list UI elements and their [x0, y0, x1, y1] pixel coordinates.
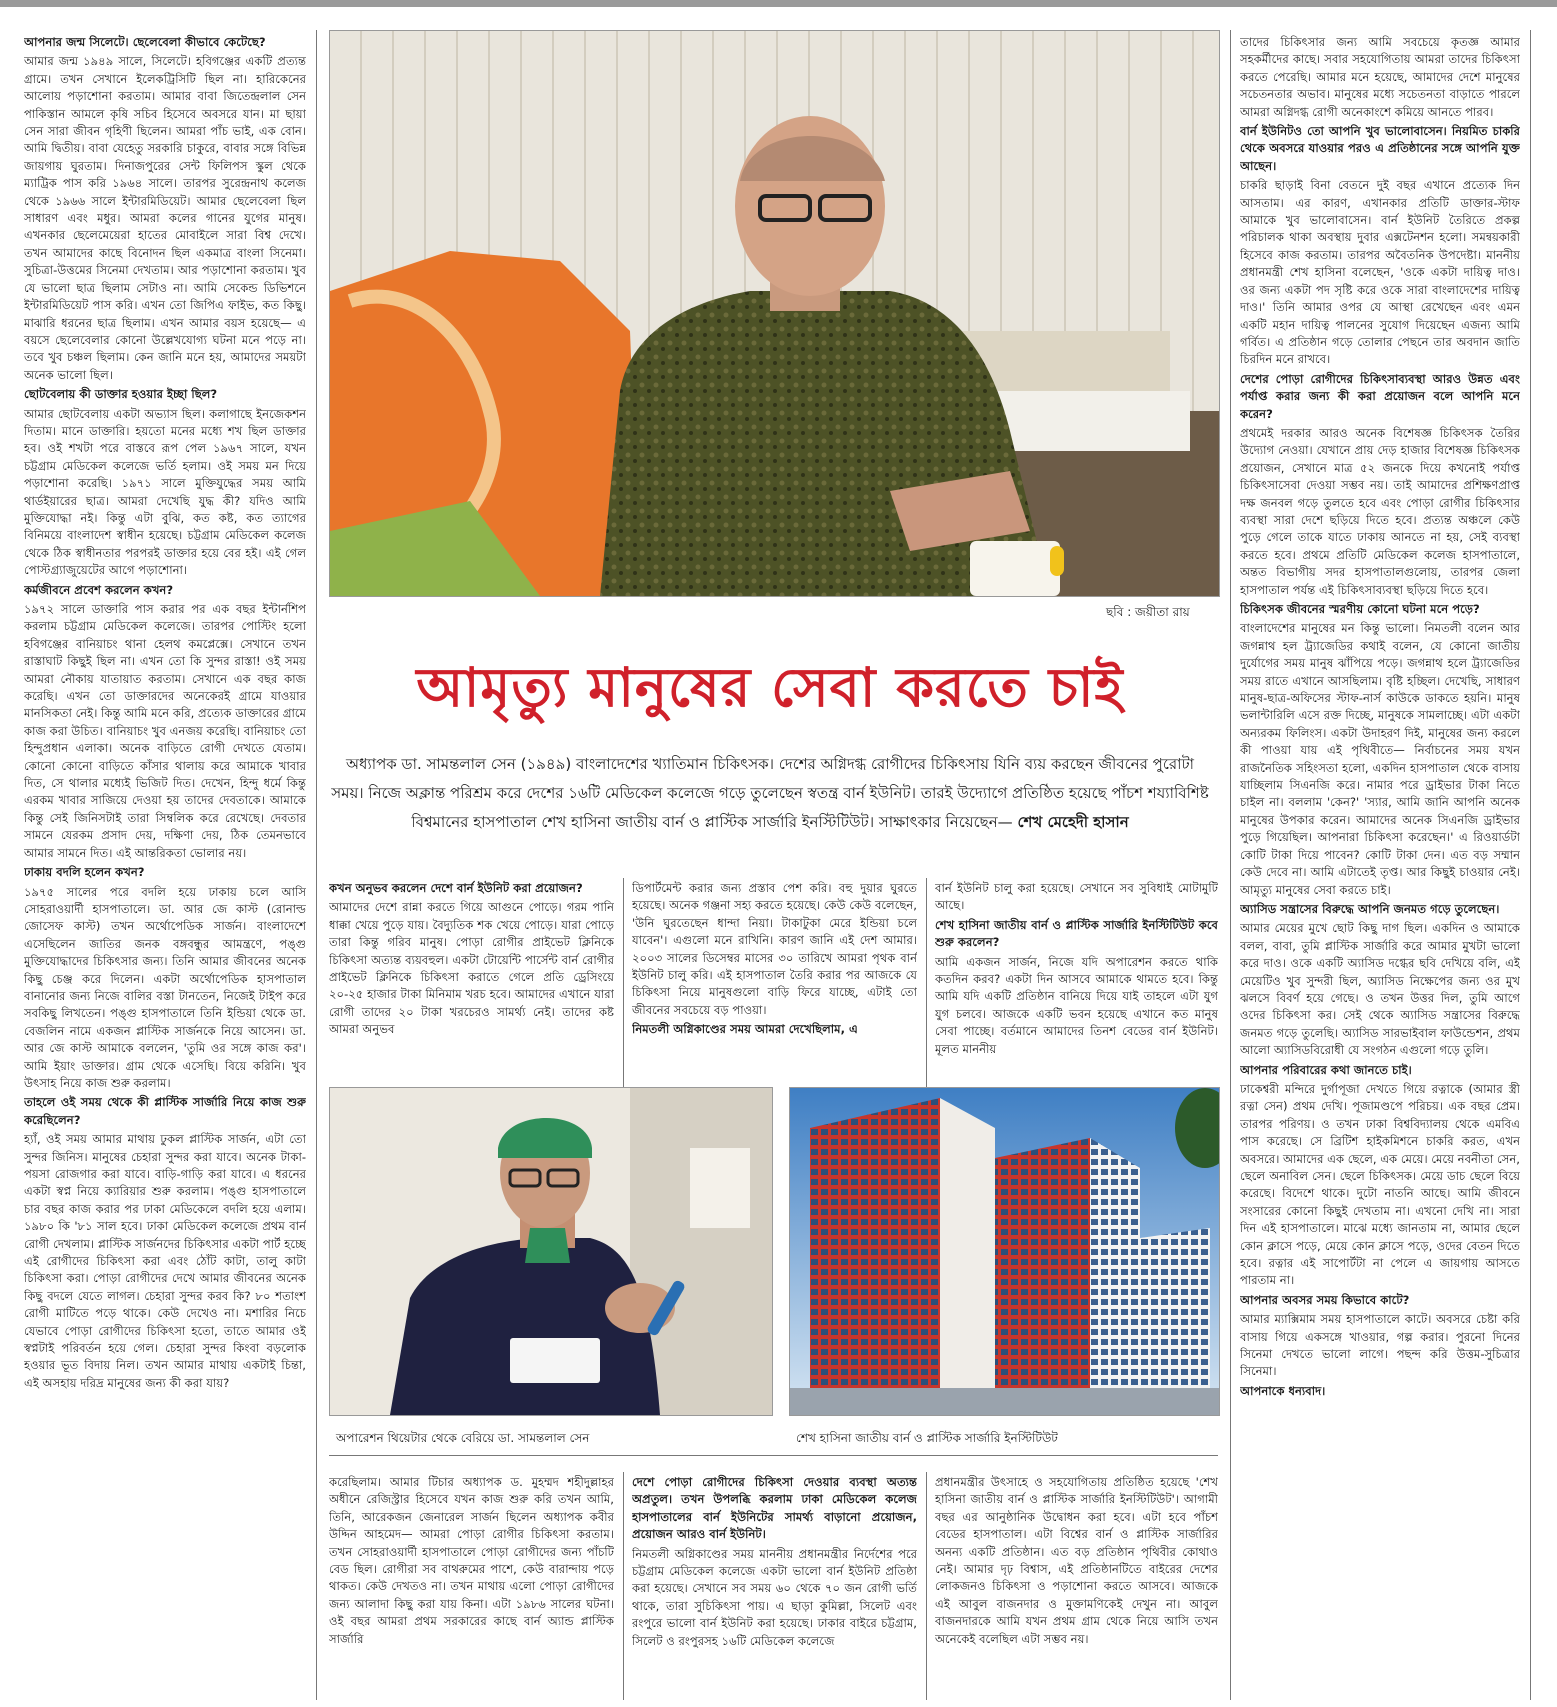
- column-mid-1: [329, 880, 614, 1095]
- column-left: [24, 34, 306, 1694]
- interview-question: অ্যাসিড সন্ত্রাসের বিরুদ্ধে আপনি জনমত গড়ে তুলেছেন।: [1240, 901, 1500, 916]
- column-divider: [926, 878, 927, 1096]
- interview-question: কর্মজীবনে প্রবেশ করলেন কখন?: [24, 582, 174, 597]
- column-mid-3: [935, 880, 1218, 1095]
- interview-answer: বার্ন ইউনিট চালু করা হয়েছে। সেখানে সব সুবিধাই মোটামুটি আছে।: [935, 881, 1218, 913]
- interview-answer: আমার ম্যাক্সিমাম সময় হাসপাতালে কাটে। অবসরে চেষ্টা করি বাসায় গিয়ে একসঙ্গে খাওয়ার, গল্প করার। পুরনো দিনের সিনেমা দেখতে ভালো লাগে। পছন্দ করি উত্তম-সুচিত্রার সিনেমা।: [1240, 1312, 1520, 1379]
- interview-answer: হ্যাঁ, ওই সময় আমার মাথায় ঢুকল প্লাস্টিক সার্জন, এটা তো সুন্দর জিনিস। মানুষের চেহারা সুন্দর করা যাবে। অনেক টাকা-পয়সা রোজগার করা যাবে। বাড়ি-গাড়ি করা যাবে। এ ধরনের একটা স্বপ্ন নিয়ে ক্যারিয়ার শুরু করলাম। পঙ্গু হাসপাতালে চার বছর কাজ করার পর ঢাকা মেডিকেলে বদলি হয়ে এলাম। ১৯৮০ কি '৮১ সাল হবে। ঢাকা মেডিকেল কলেজে প্রথম বার্ন রোগী দেখলাম। প্লাস্টিক সার্জনদের চিকিৎসার একটা পার্ট হচ্ছে এই রোগীদের চিকিৎসা করা এবং ঠোঁট কাটা, তালু কাটা চিকিৎসা করা। পোড়া রোগীদের দেখে আমার জীবনের অনেক কিছু বদলে যেতে লাগল। চেহারা সুন্দর করব কি? ৮০ শতাংশ রোগী মাটিতে পড়ে থাকে। কেউ দেখেও না। মশারির নিচে যেভাবে পোড়া রোগীদের চিকিৎসা হতো, তাতে আমার ওই স্বপ্নটাই পরিবর্তন হয়ে গেল। চেহারা সুন্দর কিংবা বড়লোক হওয়ার ভূত বিদায় নিল। তখন আমার মাথায় একটাই চিন্তা, এই অসহায় দরিদ্র মানুষের জন্য কী করা যায়?: [24, 1132, 306, 1390]
- photo-credit: ছবি : জয়ীতা রায়: [1106, 605, 1190, 619]
- interview-answer: আমি একজন সার্জন, নিজে যদি অপারেশন করতে থাকি কতদিন করব? একটা দিন আসবে আমাকে থামতে হবে। কিন্তু আমি যদি একটি প্রতিষ্ঠান বানিয়ে দিয়ে যাই তাহলে এটা যুগ যুগ চলবে। আজকে একটি ভবন হয়েছে এখানে কত মানুষ সেবা পাচ্ছে। বর্তমানে আমাদের তিনশ বেডের বার্ন ইউনিট। মূলত মাননীয়: [935, 954, 1218, 1056]
- interview-answer: প্রধানমন্ত্রীর উৎসাহে ও সহযোগিতায় প্রতিষ্ঠিত হয়েছে 'শেখ হাসিনা জাতীয় বার্ন ও প্লাস্টিক সার্জারি ইনস্টিটিউট'। আগামী বছর এর আনুষ্ঠানিক উদ্বোধন করা হবে। এটা হবে পাঁচশ বেডের হাসপাতাল। এটা বিশ্বের বার্ন ও প্লাস্টিক সার্জারির অনন্য একটি প্রতিষ্ঠান। এত বড় প্রতিষ্ঠান পৃথিবীর কোথাও নেই। আমার দৃঢ় বিশ্বাস, এই প্রতিষ্ঠানটিতে বাইরের দেশের লোকজনও চিকিৎসা ও পড়াশোনা করতে আসবে। আজকে এই আবুল বাজনদার ও মুক্তামণিকেই দেখুন না। আবুল বাজনদারকে আমি যখন প্রথম গ্রাম থেকে নিয়ে আসি তখন অনেকেই বলেছিল এটা সম্ভব নয়।: [935, 1475, 1218, 1646]
- column-divider: [316, 30, 317, 1700]
- interview-question: দেশে পোড়া রোগীদের চিকিৎসা দেওয়ার ব্যবস্থা অত্যন্ত অপ্রতুল। তখন উপলব্ধি করলাম ঢাকা মেডিকেল কলেজ হাসপাতালের বার্ন ইউনিটের সামর্থ্য বাড়ানো প্রয়োজন, প্রয়োজন আরও বার্ন ইউনিট।: [632, 1475, 917, 1542]
- column-bottom-1: [329, 1474, 614, 1700]
- top-bar: [0, 0, 1557, 7]
- interview-question: বার্ন ইউনিটও তো আপনি খুব ভালোবাসেন। নিয়মিত চাকরি থেকে অবসরে যাওয়ার পরও এ প্রতিষ্ঠানের সঙ্গে আপনি যুক্ত আছেন।: [1240, 124, 1520, 173]
- column-divider: [926, 1472, 927, 1700]
- interview-answer: নিমতলী অগ্নিকাণ্ডের সময় মাননীয় প্রধানমন্ত্রীর নির্দেশের পরে চট্টগ্রাম মেডিকেল কলেজে একটা ভালো বার্ন ইউনিট প্রতিষ্ঠা করা হয়েছে। সেখানে সব সময় ৬০ থেকে ৭০ জন রোগী ভর্তি থাকে, তারা সুচিকিৎসা পায়। এ ছাড়া কুমিল্লা, সিলেট এবং রংপুরে ভালো বার্ন ইউনিট করা হয়েছে। ঢাকার বাইরে চট্টগ্রাম, সিলেট ও রংপুরসহ ১৬টি মেডিকেল কলেজে: [632, 1546, 917, 1648]
- interview-answer: ১৯৭২ সালে ডাক্তারি পাস করার পর এক বছর ইন্টার্নশিপ করলাম চট্টগ্রাম মেডিকেল কলেজে। তারপর পোস্টিং হলো হবিগঞ্জের বানিয়াচং থানা হেলথ কমপ্লেক্সে। সেখানে তখন রাস্তাঘাট কিছুই ছিল না। এখন তো কি সুন্দর রাস্তা! ওই সময় আমরা নৌকায় যাতায়াত করতাম। সেখানে এক বছর কাজ করেছি। এখন তো ডাক্তারদের অনেকেরই গ্রামে যাওয়ার মানসিকতা নেই। কিন্তু আমি মনে করি, প্রত্যেক ডাক্তারের গ্রামে কাজ করা উচিত। বানিয়াচং খুব এনজয় করেছি। বানিয়াচং তো হিন্দুপ্রধান এলাকা। অনেক বাড়িতে রোগী দেখতে যেতাম। কোনো কোনো বাড়িতে কাঁসার থালায় করে আমাকে খাবার দিত, সে থালার মধ্যেই ভিজিট দিত। দেখেন, হিন্দু ধর্মে কিন্তু এরকম খাবার সাজিয়ে দেওয়া হয় তাদের দেবতাকে। আমাকে কিন্তু সেই জিনিসটাই তারা সিম্বলিক করে রেখেছে। দেবতার সামনে যেরকম প্রসাদ দেয়, দক্ষিণা দেয়, ঠিক তেমনভাবে আমার সামনে দিত। এই আন্তরিকতা ভোলার নয়।: [24, 602, 306, 860]
- interview-question: শেখ হাসিনা জাতীয় বার্ন ও প্লাস্টিক সার্জারি ইনস্টিটিউট কবে শুরু করলেন?: [935, 917, 1218, 950]
- column-divider: [623, 1472, 624, 1700]
- column-right: [1240, 34, 1520, 1694]
- intro-text: অধ্যাপক ডা. সামন্তলাল সেন (১৯৪৯) বাংলাদেশের খ্যাতিমান চিকিৎসক। দেশের অগ্নিদগ্ধ রোগীদের চিকিৎসায় যিনি ব্যয় করছেন জীবনের পুরোটা সময়। নিজে অক্লান্ত পরিশ্রম করে দেশের ১৬টি মেডিকেল কলেজে গড়ে তুলেছেন স্বতন্ত্র বার্ন ইউনিট। তারই উদ্যোগে প্রতিষ্ঠিত হয়েছে পাঁচশ শয্যাবিশিষ্ট বিশ্বমানের হাসপাতাল শেখ হাসিনা জাতীয় বার্ন ও প্লাস্টিক সার্জারি ইনস্টিটিউট। সাক্ষাৎকার নিয়েছেন—: [331, 755, 1209, 831]
- building-photo: [789, 1087, 1220, 1416]
- interview-question: আপনাকে ধন্যবাদ।: [1240, 1383, 1326, 1398]
- interview-question: তাহলে ওই সময় থেকে কী প্লাস্টিক সার্জারি নিয়ে কাজ শুরু করেছিলেন?: [24, 1095, 306, 1127]
- interview-answer: তাদের চিকিৎসার জন্য আমি সবচেয়ে কৃতজ্ঞ আমার সহকর্মীদের কাছে। সবার সহযোগিতায় আমরা তাদের চিকিৎসা করতে পেরেছি। আমার মনে হয়েছে, আমাদের দেশে মানুষের সচেতনতার অভাব। মানুষের মধ্যে সচেতনতা বাড়াতে পারলে আমরা অগ্নিদগ্ধ রোগী অনেকাংশে কমিয়ে আনতে পারব।: [1240, 35, 1520, 119]
- interview-answer: ১৯৭৫ সালের পরে বদলি হয়ে ঢাকায় চলে আসি সোহরাওয়ার্দী হাসপাতালে। ডা. আর জে কাস্ট (রোনাল্ড জোসেফ কাস্ট) তখন অর্থোপেডিক সার্জন। বাংলাদেশে এসেছিলেন জাতির জনক বঙ্গবন্ধুর আমন্ত্রণে, পঙ্গু মুক্তিযোদ্ধাদের চিকিৎসার জন্য। তিনি আমার জীবনের অনেক কিছু চেঞ্জ করে দিলেন। একটা অর্থোপেডিক হাসপাতাল বানানোর জন্য নিজে বালির বস্তা টানতেন, নিজেই টাইপ করে সবকিছু লিখতেন। পঙ্গু হাসপাতালে তিনি ইন্ডিয়া থেকে ডা. বেজলিন নামে একজন প্লাস্টিক সার্জনকে নিয়ে আসেন। ডা. আর জে কাস্ট আমাকে বললেন, 'তুমি ওর সঙ্গে কাজ কর'। আমি ইয়াং ডাক্তার। গ্রাম থেকে এসেছি। বিয়ে করিনি। খুব উৎসাহ নিয়ে কাজ শুরু করলাম।: [24, 884, 306, 1090]
- interview-question: কখন অনুভব করলেন দেশে বার্ন ইউনিট করা প্রয়োজন?: [329, 881, 583, 895]
- interview-question: দেশের পোড়া রোগীদের চিকিৎসাব্যবস্থা আরও উন্নত এবং পর্যাপ্ত করার জন্য কী করা প্রয়োজন বলে আপনি মনে করেন?: [1240, 371, 1520, 421]
- interview-answer: আমার ছোটবেলায় একটা অভ্যাস ছিল। কলাগাছে ইনজেকশন দিতাম। মানে ডাক্তারি। হয়তো মনের মধ্যে শখ ছিল ডাক্তার হব। ওই শখটা পরে বাস্তবে রূপ পেল ১৯৬৭ সালে, যখন চট্টগ্রাম মেডিকেল কলেজে ভর্তি হলাম। ওই সময় মন দিয়ে পড়াশোনা করেছি। ১৯৭১ সালে মুক্তিযুদ্ধের সময় আমি থার্ডইয়ারের ছাত্র। আমরা দেখেছি যুদ্ধ কী? যদিও আমি মুক্তিযোদ্ধা নই। কিন্তু এটা বুঝি, কত কষ্ট, কত ত্যাগের বিনিময়ে বাংলাদেশ স্বাধীন হয়েছে। চট্টগ্রাম মেডিকেল কলেজ থেকে ঠিক স্বাধীনতার পরপরই ডাক্তার হয়ে বের হই। এই গেল পোস্টগ্র্যাজুয়েটের আগে পড়াশোনা।: [24, 406, 306, 578]
- interview-question: ছোটবেলায় কী ডাক্তার হওয়ার ইচ্ছা ছিল?: [24, 387, 218, 402]
- column-divider: [623, 878, 624, 1096]
- interview-answer: প্রথমেই দরকার আরও অনেক বিশেষজ্ঞ চিকিৎসক তৈরির উদ্যোগ নেওয়া। যেখানে প্রায় দেড় হাজার বিশেষজ্ঞ চিকিৎসক প্রয়োজন, সেখানে মাত্র ৫২ জনকে দিয়ে কখনোই পর্যাপ্ত চিকিৎসাসেবা দেওয়া সম্ভব নয়। তাই আমাদের প্রশিক্ষণপ্রাপ্ত দক্ষ জনবল গড়ে তুলতে হবে এবং পোড়া রোগীর চিকিৎসার ব্যবস্থা সারা দেশে ছড়িয়ে দিতে হবে। প্রত্যন্ত অঞ্চলে কেউ পুড়ে গেলে তাকে যাতে ঢাকায় আনতে না হয়, সেই ব্যবস্থা করতে হবে। প্রথমে প্রতিটি মেডিকেল কলেজ হাসপাতালে, অন্তত বিভাগীয় সদর হাসপাতালগুলোয়, তারপর জেলা হাসপাতাল পর্যন্ত এই চিকিৎসাব্যবস্থা ছড়িয়ে দিতে হবে।: [1240, 425, 1520, 597]
- interview-question: নিমতলী অগ্নিকাণ্ডের সময় আমরা দেখেছিলাম, এ: [632, 1022, 858, 1037]
- surgeon-caption: অপারেশন থিয়েটার থেকে বেরিয়ে ডা. সামন্তলাল সেন: [336, 1431, 590, 1445]
- interview-answer: আমার জন্ম ১৯৪৯ সালে, সিলেটে। হবিগঞ্জের একটি প্রত্যন্ত গ্রামে। তখন সেখানে ইলেকট্রিসিটি ছিল না। হারিকেনের আলোয় পড়াশোনা করতাম। আমার বাবা জিতেন্দ্রলাল সেন পাকিস্তান আমলে কৃষি সচিব হিসেবে অবসরে যান। মা ছায়া সেন সারা জীবন গৃহিণী ছিলেন। আমরা পাঁচ ভাই, এক বোন। আমি দ্বিতীয়। বাবা যেহেতু সরকারি চাকুরে, বাবার সঙ্গে বিভিন্ন জায়গায় ঘুরতাম। দিনাজপুরের সেন্ট ফিলিপস স্কুল থেকে ম্যাট্রিক পাস করি ১৯৬৪ সালে। তারপর সুরেন্দ্রনাথ কলেজ থেকে ১৯৬৬ সালে ইন্টারমিডিয়েট। আমার ছেলেবেলা ছিল সাধারণ এবং মধুর। আমরা কলের গানের যুগের মানুষ। এখনকার ছেলেমেয়েরা হাতের মোবাইলে সারা বিশ্ব দেখে। তখন আমাদের কাছে বিনোদন ছিল একমাত্র বাংলা সিনেমা। সুচিত্রা-উত্তমের সিনেমা দেখতাম। আর পড়াশোনা করতাম। খুব যে ভালো ছাত্র ছিলাম সেটাও না। আমি সেকেন্ড ডিভিশনে ইন্টারমিডিয়েট পাস করি। এখন তো জিপিএ ফাইভ, কত কিছু। মাঝারি ধরনের ছাত্র ছিলাম। এখন আমার বয়স হয়েছে— এ বয়সে ছেলেবেলার কোনো উল্লেখযোগ্য ঘটনা মনে পড়ে না। তবে খুব চঞ্চল ছিলাম। কেন জানি মনে হয়, আমাদের সময়টা অনেক ভালো ছিল।: [24, 54, 306, 382]
- interview-question: আপনার পরিবারের কথা জানতে চাই।: [1240, 1062, 1412, 1077]
- column-bottom-2: [632, 1474, 917, 1700]
- page-edge-rule: [1530, 30, 1531, 1700]
- intro-deck: [330, 750, 1210, 837]
- interview-answer: বাংলাদেশের মানুষের মন কিন্তু ভালো। নিমতলী বলেন আর জগন্নাথ হল ট্র্যাজেডির কথাই বলেন, যে কোনো জাতীয় দুর্যোগের সময় মানুষ ঝাঁপিয়ে পড়ে। জগন্নাথ হলে ট্র্যাজেডির সময় রাতে এখানে আসছিলাম। বৃষ্টি হচ্ছিল। দেখেছি, সাধারণ মানুষ-ছাত্র-অফিসের স্টাফ-নার্স কাউকে ডাকতে হয়নি। মানুষ ভলান্টারিলি এসে রক্ত দিচ্ছে, মানুষকে সামলাচ্ছে। এটা একটা অন্যরকম ফিলিংস। একটা উদাহরণ দিই, মানুষের জন্য করলে কী পাওয়া যায় এই পৃথিবীতে— নির্বাচনের সময় যখন রাজনৈতিক সহিংসতা হলো, একদিন হাসপাতাল থেকে বাসায় যাচ্ছিলাম সিএনজি করে। নামার পরে ড্রাইভার টাকা নিতে চাইল না। বললাম 'কেন?' 'স্যার, আমি জানি আপনি অনেক মানুষের উপকার করেন। আমাদের অনেক সিএনজি ড্রাইভার পুড়ে গিয়েছিল। আপনারা চিকিৎসা করেছেন।' এ রিওয়ার্ডটা কোটি টাকা দিয়ে পাবেন? কোটি টাকা দেন। এত বড় সম্মান কেউ দেবে না। আমি এটাতেই তৃপ্ত। আর কিছুই চাওয়ার নেই। আমৃত্যু মানুষের সেবা করতে চাই।: [1240, 621, 1520, 897]
- interview-answer: আমার মেয়ের মুখে ছোট কিছু দাগ ছিল। একদিন ও আমাকে বলল, বাবা, তুমি প্লাস্টিক সার্জারি করে আমার মুখটা ভালো করে দাও। ওকে একটি অ্যাসিড দগ্ধের ছবি দেখিয়ে বলি, এই মেয়েটিও খুব সুন্দরী ছিল, অ্যাসিড নিক্ষেপের জন্য ওর মুখ ঝলসে বিবর্ণ হয়ে গেছে। ও তখন উত্তর দিল, তুমি আগে ওদের চিকিৎসা কর। সেই থেকে অ্যাসিড সন্ত্রাসের বিরুদ্ধে জনমত গড়ে তুলেছি। অ্যাসিড সারভাইবাল ফাউন্ডেশন, প্রথম আলো অ্যাসিডবিরোধী যে সংগঠন এগুলো গড়ে তুলি।: [1240, 921, 1520, 1058]
- column-mid-2: [632, 880, 917, 1095]
- interview-question: ঢাকায় বদলি হলেন কখন?: [24, 865, 145, 880]
- column-bottom-3: [935, 1474, 1218, 1700]
- interviewer-name: শেখ মেহেদী হাসান: [1017, 813, 1129, 831]
- interview-question: আপনার অবসর সময় কিভাবে কাটে?: [1240, 1292, 1410, 1307]
- interview-question: চিকিৎসক জীবনের স্মরণীয় কোনো ঘটনা মনে পড়ে?: [1240, 602, 1480, 616]
- interview-answer: ঢাকেশ্বরী মন্দিরে দুর্গাপূজা দেখতে গিয়ে রত্নাকে (আমার স্ত্রী রত্না সেন) প্রথম দেখি। পূজামণ্ডপে পরিচয়। এক বছর প্রেম। তারপর পরিণয়। ও তখন ঢাকা বিশ্ববিদ্যালয় থেকে এমবিএ পাস করেছে। সে ব্রিটিশ হাইকমিশনে চাকরি করত, এখন অবসরে। আমাদের এক ছেলে, এক মেয়ে। মেয়ে নবনীতা সেন, ছেলে অনাবিল সেন। ছেলে চিকিৎসক। মেয়ে ডাচ ছেলে বিয়ে করেছে। বিদেশে থাকে। দুটো নাতনি আছে। আমি জীবনে সংসারের কোনো কিছুই দেখতাম না। এখনো দেখি না। সারা দিন এই হাসপাতালে। মাঝে মধ্যে জানতাম না, আমার ছেলে কোন ক্লাসে পড়ে, মেয়ে কোন ক্লাসে পড়ে, ওদের বেতন দিতে হবে। রত্নার এই সাপোর্টটা না পেলে এ জায়গায় আসতে পারতাম না।: [1240, 1081, 1520, 1288]
- column-divider: [1230, 30, 1231, 1700]
- interview-answer: ডিপার্টমেন্ট করার জন্য প্রস্তাব পেশ করি। বহু দুয়ার ঘুরতে হয়েছে। অনেক গঞ্জনা সহ্য করতে হয়েছে। কেউ কেউ বলেছেন, 'উনি ঘুরতেছেন ধান্দা নিয়া। টাকাটুকা মেরে ইন্ডিয়া চলে যাবেন'। এগুলো মনে রাখিনি। কারণ জানি এই দেশ আমার। ২০০৩ সালের ডিসেম্বর মাসের ৩০ তারিখে আমরা পৃথক বার্ন ইউনিট চালু করি। এই হাসপাতাল তৈরি করার পর আজকে যে চিকিৎসা নিয়ে মানুষগুলো বাড়ি ফিরে যাচ্ছে, এটাই তো জীবনের সবচেয়ে বড় পাওয়া।: [632, 881, 917, 1017]
- interview-question: আপনার জন্ম সিলেটে। ছেলেবেলা কীভাবে কেটেছে?: [24, 35, 266, 49]
- photo-rule: [329, 1455, 1218, 1456]
- interview-answer: চাকরি ছাড়াই বিনা বেতনে দুই বছর এখানে প্রত্যেক দিন আসতাম। এর কারণ, এখানকার প্রতিটি ডাক্তার-স্টাফ আমাকে খুব ভালোবাসেন। বার্ন ইউনিট তৈরিতে প্রকল্প পরিচালক থাকা অবস্থায় দুবার এক্সটেনশন হলো। সমন্বয়কারী হিসেবে কাজ করতাম। তারপর অবৈতনিক উপদেষ্টা। মাননীয় প্রধানমন্ত্রী শেখ হাসিনা বলেছেন, 'ওকে একটা দায়িত্ব দাও। ওর জন্য একটা পদ সৃষ্টি করে ওকে সারা বাংলাদেশের দায়িত্ব দাও।' তিনি আমার ওপর যে আস্থা রেখেছেন এবং এমন একটি মহান দায়িত্ব পালনের সুযোগ দিয়েছেন এজন্য আমি গর্বিত। এ প্রতিষ্ঠান গড়ে তোলার পেছনে তার অবদান জাতি চিরদিন মনে রাখবে।: [1240, 178, 1520, 367]
- interview-answer: করেছিলাম। আমার টিচার অধ্যাপক ড. মুহম্মদ শহীদুল্লাহর অধীনে রেজিস্ট্রার হিসেবে যখন কাজ শুরু করি তখন আমি, তিনি, আরেকজন জেনারেল সার্জন ছিলেন অধ্যাপক কবীর উদ্দিন আহমেদ— আমরা পোড়া রোগীর চিকিৎসা করতাম। তখন সোহরাওয়ার্দী হাসপাতালে পোড়া রোগীদের জন্য পাঁচটি বেড ছিল। রোগীরা সব বাথরুমের পাশে, কেউ বারান্দায় পড়ে থাকত। কেউ দেখতও না। তখন মাথায় এলো পোড়া রোগীদের জন্য আলাদা কিছু করা যায় কিনা। এটা ১৯৮৬ সালের ঘটনা। ওই বছর আমরা প্রথম সরকারের কাছে বার্ন অ্যান্ড প্লাস্টিক সার্জারি: [329, 1475, 614, 1646]
- interview-answer: আমাদের দেশে রান্না করতে গিয়ে আগুনে পোড়ে। গরম পানি ধাক্কা খেয়ে পুড়ে যায়। বৈদ্যুতিক শক খেয়ে পোড়ে। যারা পোড়ে তারা কিন্তু গরিব মানুষ। পোড়া রোগীর প্রাইভেট ক্লিনিকে চিকিৎসা অত্যন্ত ব্যয়বহুল। একটা টোয়েন্টি পার্সেন্ট বার্ন রোগীর প্রাইভেট ক্লিনিকে চিকিৎসা করাতে গেলে প্রতি ড্রেসিংয়ে ২০-২৫ হাজার টাকা মিনিমাম খরচ হবে। আমাদের এখানে যারা রোগী তাদের ২০ টাকা খরচেরও সামর্থ্য নেই। তাদের কষ্ট আমরা অনুভব: [329, 900, 614, 1037]
- portrait-photo: [329, 30, 1220, 597]
- surgeon-photo: [329, 1087, 773, 1416]
- building-caption: শেখ হাসিনা জাতীয় বার্ন ও প্লাস্টিক সার্জারি ইনস্টিটিউট: [796, 1431, 1058, 1445]
- headline: আমৃত্যু মানুষের সেবা করতে চাই: [416, 655, 1124, 719]
